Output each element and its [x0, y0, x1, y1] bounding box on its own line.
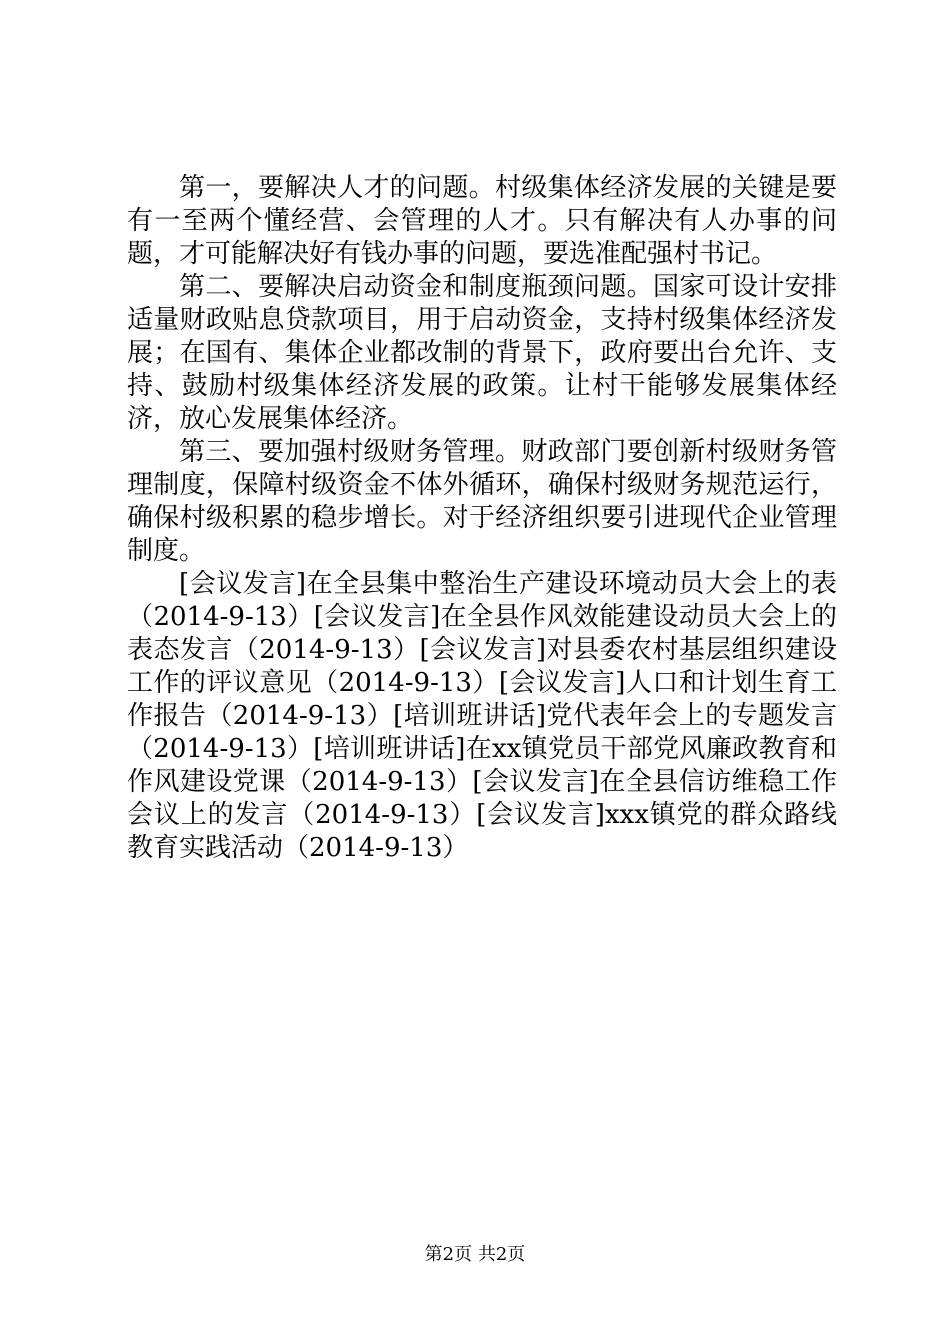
- paragraph-related-links: [会议发言]在全县集中整治生产建设环境动员大会上的表（2014-9-13）[会议发言]在全县作风效能建设动员大会上的表态发言（2014-9-13）[会议发言]对县委农村基层组织建设工作的评议意见（2014-9-13）[会议发言]人口和计划生育工作报告（2014-9-13）[培训班讲话]党代表年会上的专题发言（2014-9-13）[培训班讲话]在xx镇党员干部党风廉政教育和作风建设党课（2014-9-13）[会议发言]在全县信访维稳工作会议上的发言（2014-9-13）[会议发言]xxx镇党的群众路线教育实践活动（2014-9-13）: [127, 569, 837, 863]
- document-body: [127, 172, 837, 865]
- paragraph-finance: 第三、要加强村级财务管理。财政部门要创新村级财务管理制度，保障村级资金不体外循环，确保村级财务规范运行，确保村级积累的稳步增长。对于经济组织要引进现代企业管理制度。: [127, 437, 837, 566]
- page-number: 第2页 共2页: [424, 1244, 526, 1265]
- page-footer: [0, 1243, 950, 1267]
- paragraph-funding: 第二、要解决启动资金和制度瓶颈问题。国家可设计安排适量财政贴息贷款项目，用于启动资金，支持村级集体经济发展；在国有、集体企业都改制的背景下，政府要出台允许、支持、鼓励村级集体经济发展的政策。让村干能够发展集体经济，放心发展集体经济。: [127, 272, 837, 434]
- paragraph-talent: 第一，要解决人才的问题。村级集体经济发展的关键是要有一至两个懂经营、会管理的人才。只有解决有人办事的问题，才可能解决好有钱办事的问题，要选准配强村书记。: [127, 173, 837, 269]
